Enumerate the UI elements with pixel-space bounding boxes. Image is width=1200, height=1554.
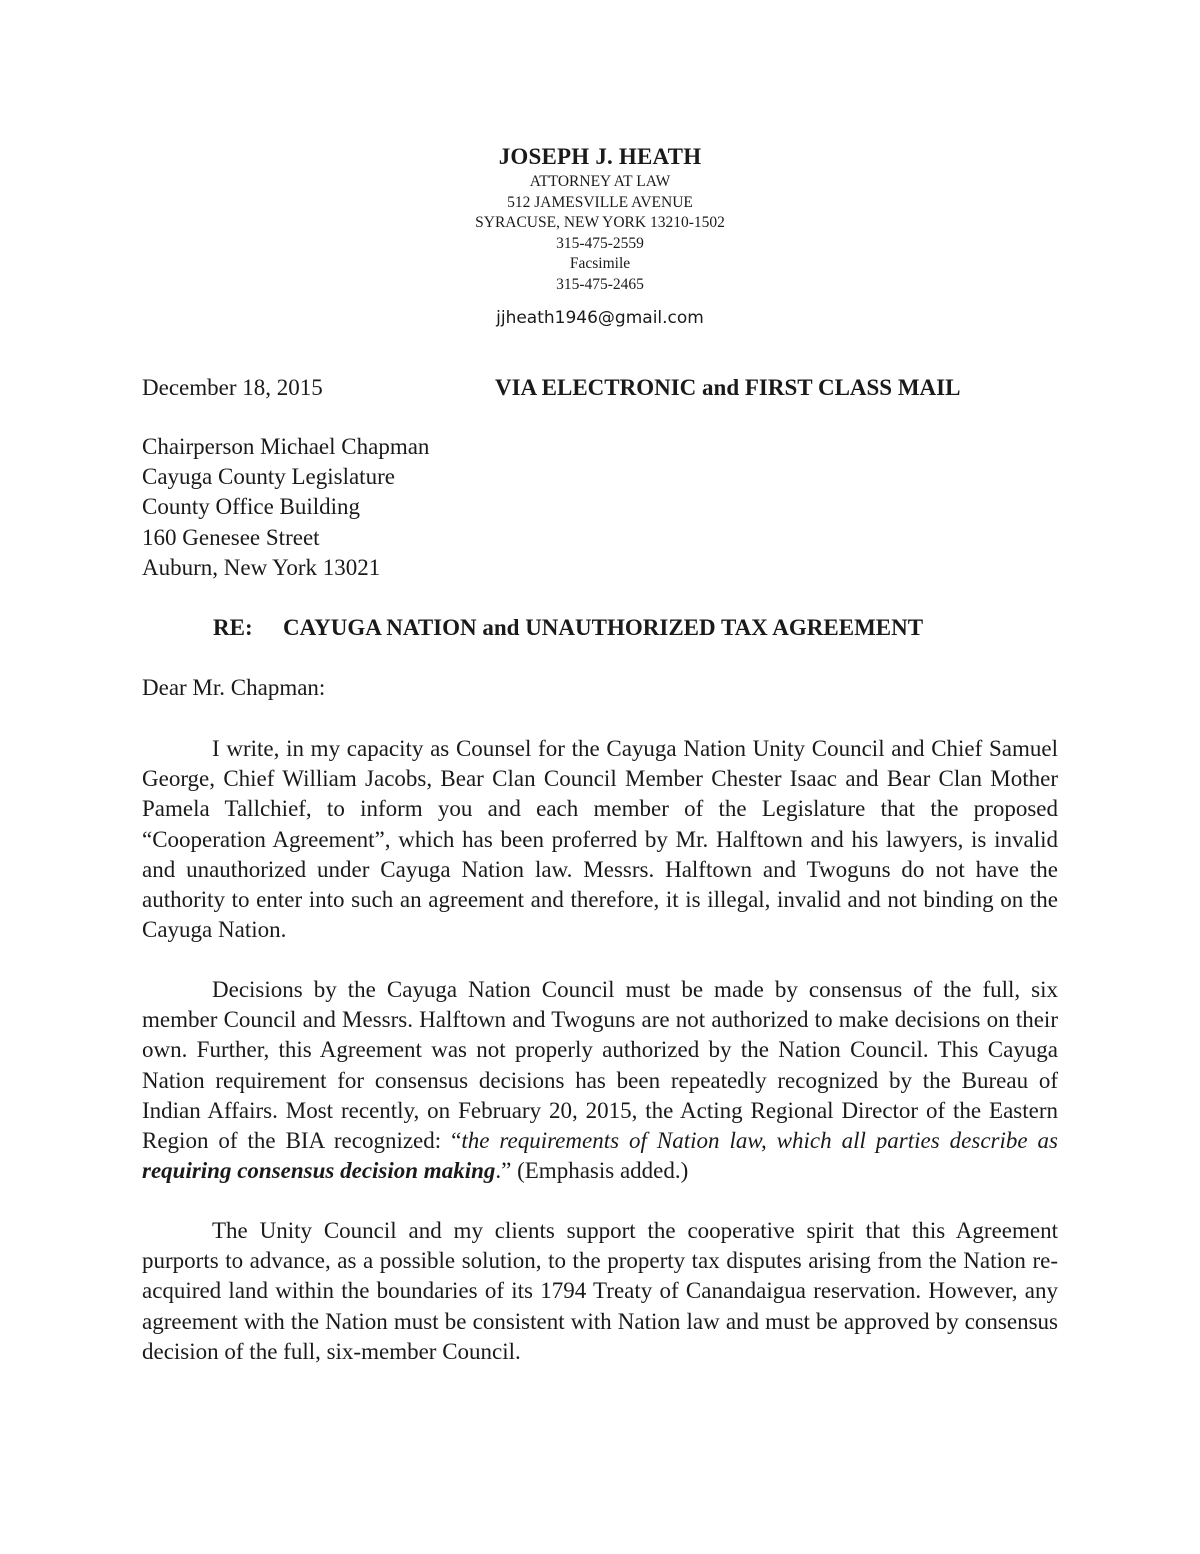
phone-number: 315-475-2559	[556, 234, 644, 252]
recipient-line: Cayuga County Legislature	[142, 464, 395, 490]
recipient-line: County Office Building	[142, 494, 361, 520]
street-address: 512 JAMESVILLE AVENUE	[507, 193, 693, 211]
city-address: SYRACUSE, NEW YORK 13210-1502	[475, 214, 725, 232]
recipient-line: Chairperson Michael Chapman	[142, 434, 430, 459]
fax-number: 315-475-2465	[556, 275, 644, 293]
salutation: Dear Mr. Chapman:	[142, 675, 326, 700]
letter-date: December 18, 2015	[142, 375, 323, 400]
delivery-method: VIA ELECTRONIC and FIRST CLASS MAIL	[495, 375, 961, 400]
attorney-title: ATTORNEY AT LAW	[529, 173, 671, 190]
paragraph-tail: .” (Emphasis added.)	[495, 1158, 689, 1184]
subject-text: CAYUGA NATION and UNAUTHORIZED TAX AGREEMENT	[283, 615, 924, 640]
email-address: jjheath1946@gmail.com	[496, 308, 704, 328]
re-label: RE:	[213, 615, 253, 640]
subject-line	[213, 613, 923, 643]
body-paragraph-1: I write, in my capacity as Counsel for the Cayuga Nation Unity Council and Chief Samuel George, Chief William Jacobs, Bear Clan Council Member Chester Isaac and Bear Clan Mother Pamela Tallchief, to inform you and each member of the Legislature that the proposed “Cooperation Agreement”, which has been proferred by Mr. Halftown and his lawyers, is invalid and unauthorized under Cayuga Nation law. Messrs. Halftown and Twoguns do not have the authority to enter into such an agreement and therefore, it is illegal, invalid and not binding on the Cayuga Nation.	[142, 736, 1058, 943]
fax-label: Facsimile	[569, 255, 631, 273]
paragraph-text: Decisions by the Cayuga Nation Council must be made by consensus of the full, six member Council and Messrs. Halftown and Twoguns are not authorized to make decisions on their own. Further, this Agreement was not properly authorized by the Nation Council. This Cayuga Nation requirement for consensus decisions has been repeatedly recognized by the Bureau of Indian Affairs. Most recently, on February 20, 2015, the Acting Regional Director of the Eastern Region of the BIA recognized: “	[142, 977, 1058, 1154]
letterhead	[0, 142, 1200, 296]
recipient-line: 160 Genesee Street	[142, 524, 320, 550]
recipient-line: Auburn, New York 13021	[142, 554, 381, 580]
attorney-name: JOSEPH J. HEATH	[498, 144, 702, 169]
body-paragraph-2	[142, 975, 1058, 1186]
emphasized-text: requiring consensus decision making	[142, 1158, 496, 1184]
body-paragraph-3: The Unity Council and my clients support the cooperative spirit that this Agreement purports to advance, as a possible solution, to the property tax disputes arising from the Nation re-acquired land within the boundaries of its 1794 Treaty of Canandaigua reservation. However, any agreement with the Nation must be consistent with Nation law and must be approved by consensus decision of the full, six-member Council.	[142, 1218, 1058, 1364]
quoted-text: the requirements of Nation law, which all parties describe as	[461, 1128, 1058, 1154]
recipient-address	[142, 432, 429, 583]
